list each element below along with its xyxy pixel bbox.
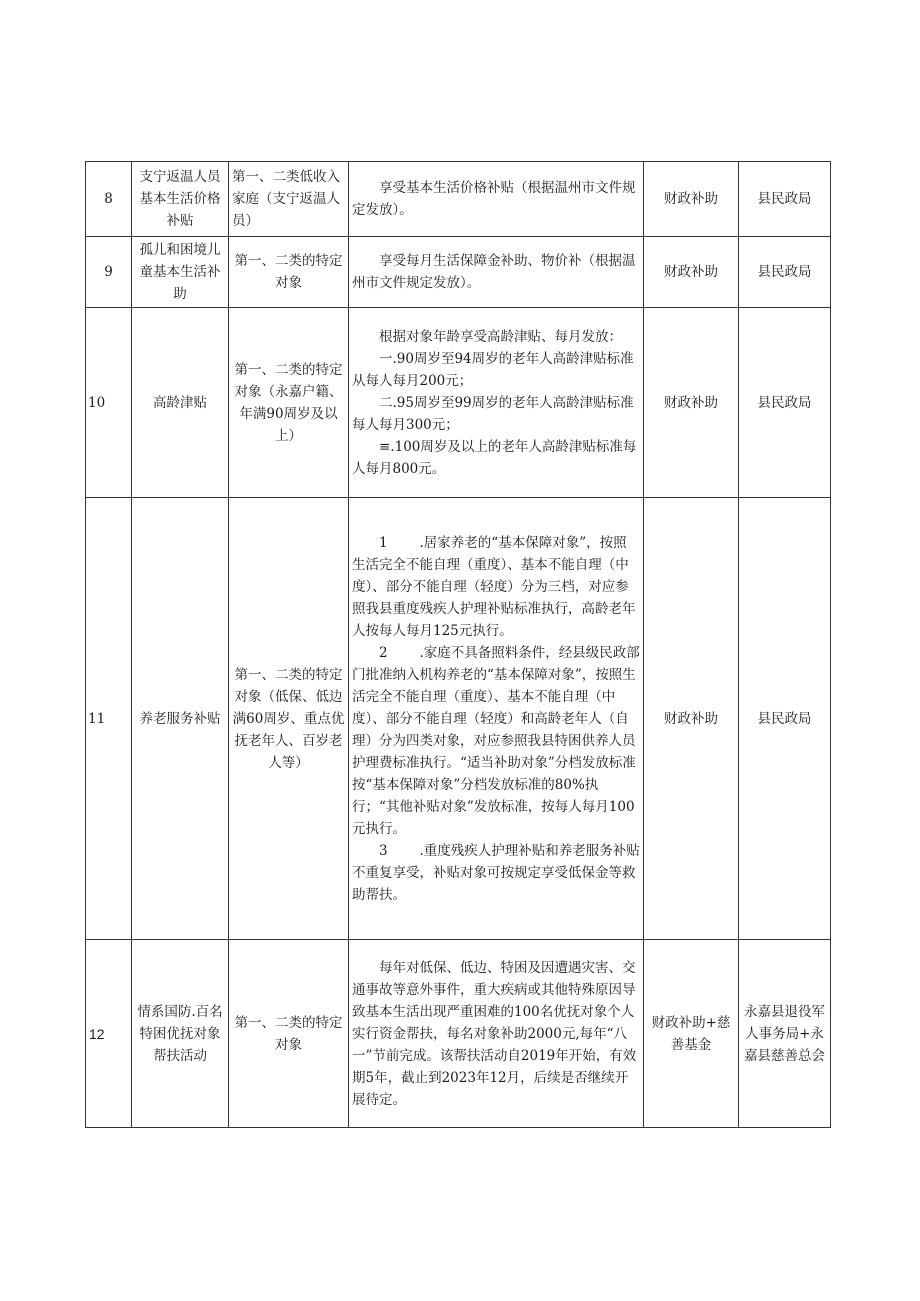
content-paragraph: 根据对象年龄享受高龄津贴、每月发放： (379, 328, 622, 345)
target-group: 第一、二类的特定对象（低保、低边满60周岁、重点优抚老年人、百岁老人等） (229, 498, 349, 940)
target-group: 第一、二类的特定对象（永嘉户籍、年满90周岁及以上） (229, 308, 349, 498)
item-name: 养老服务补贴 (132, 498, 229, 940)
item-name: 支宁返温人员基本生活价格补贴 (132, 162, 229, 237)
funding-type: 财政补助 (644, 237, 739, 308)
responsible-dept: 县民政局 (739, 498, 831, 940)
responsible-dept: 县民政局 (739, 237, 831, 308)
target-group: 第一、二类的特定对象 (229, 940, 349, 1128)
benefit-content (349, 498, 644, 940)
row-number: 9 (86, 237, 132, 308)
responsible-dept: 县民政局 (739, 308, 831, 498)
policy-table (85, 161, 831, 1128)
target-group: 第一、二类的特定对象 (229, 237, 349, 308)
table-row (86, 498, 831, 940)
benefit-content (349, 162, 644, 237)
benefit-content (349, 237, 644, 308)
item-number: 3 (379, 842, 388, 859)
table-row (86, 162, 831, 237)
funding-type: 财政补助 (644, 162, 739, 237)
item-number: 1 (379, 534, 388, 551)
item-name: 高龄津贴 (132, 308, 229, 498)
funding-type: 财政补助 (644, 498, 739, 940)
row-number: 10 (86, 308, 132, 498)
content-paragraph (352, 840, 640, 906)
item-text: .家庭不具备照料条件，经县级民政部门批准纳入机构养老的“基本保障对象”，按照生活完全不能自理（重度）、基本不能自理（中度）、部分不能自理（轻度）和高龄老年人（自理）分为四类对象，对应参照我县特困供养人员护理费标准执行。“适当补助对象”分档发放标准按“基本保障对象”分档发放标准的80%执行；“其他补贴对象”发放标准，按每人每月100元执行。 (352, 644, 640, 837)
funding-type: 财政补助+慈善基金 (644, 940, 739, 1128)
item-text: .居家养老的“基本保障对象”，按照生活完全不能自理（重度）、基本不能自理（中度）、部分不能自理（轻度）分为三档，对应参照我县重度残疾人护理补贴标准执行，高龄老年人按每人每月125元执行。 (352, 534, 636, 639)
table-row (86, 308, 831, 498)
content-paragraph: ≡.100周岁及以上的老年人高龄津贴标准每人每月800元。 (352, 438, 637, 477)
item-text: .重度残疾人护理补贴和养老服务补贴不重复享受，补贴对象可按规定享受低保金等救助帮扶。 (352, 842, 640, 903)
content-paragraph (352, 642, 640, 840)
table-row (86, 237, 831, 308)
target-group: 第一、二类低收入家庭（支宁返温人员） (229, 162, 349, 237)
item-name: 情系国防.百名特困优抚对象帮扶活动 (132, 940, 229, 1128)
content-paragraph (352, 532, 640, 642)
row-number: 8 (86, 162, 132, 237)
content-paragraph: 享受基本生活价格补贴（根据温州市文件规定发放）。 (352, 180, 636, 218)
content-paragraph: 一.90周岁至94周岁的老年人高龄津贴标准从每人每月200元； (352, 350, 634, 389)
content-paragraph: 每年对低保、低边、特困及因遭遇灾害、交通事故等意外事件，重大疾病或其他特殊原因导致基本生活出现严重困难的100名优抚对象个人实行资金帮扶，每名对象补助2000元,每年“八一”节前完成。该帮扶活动自2019年开始，有效期5年，截止到2023年12月，后续是否继续开展待定。 (352, 959, 637, 1108)
row-number: 11 (86, 498, 132, 940)
item-name: 孤儿和困境儿童基本生活补助 (132, 237, 229, 308)
responsible-dept: 县民政局 (739, 162, 831, 237)
item-number: 2 (379, 644, 388, 661)
row-number: 12 (86, 940, 132, 1128)
content-paragraph: 二.95周岁至99周岁的老年人高龄津贴标准每人每月300元； (352, 394, 634, 433)
table-row (86, 940, 831, 1128)
benefit-content (349, 940, 644, 1128)
benefit-content (349, 308, 644, 498)
funding-type: 财政补助 (644, 308, 739, 498)
responsible-dept: 永嘉县退役军人事务局+永嘉县慈善总会 (739, 940, 831, 1128)
content-paragraph: 享受每月生活保障金补助、物价补（根据温州市文件规定发放）。 (352, 253, 636, 291)
